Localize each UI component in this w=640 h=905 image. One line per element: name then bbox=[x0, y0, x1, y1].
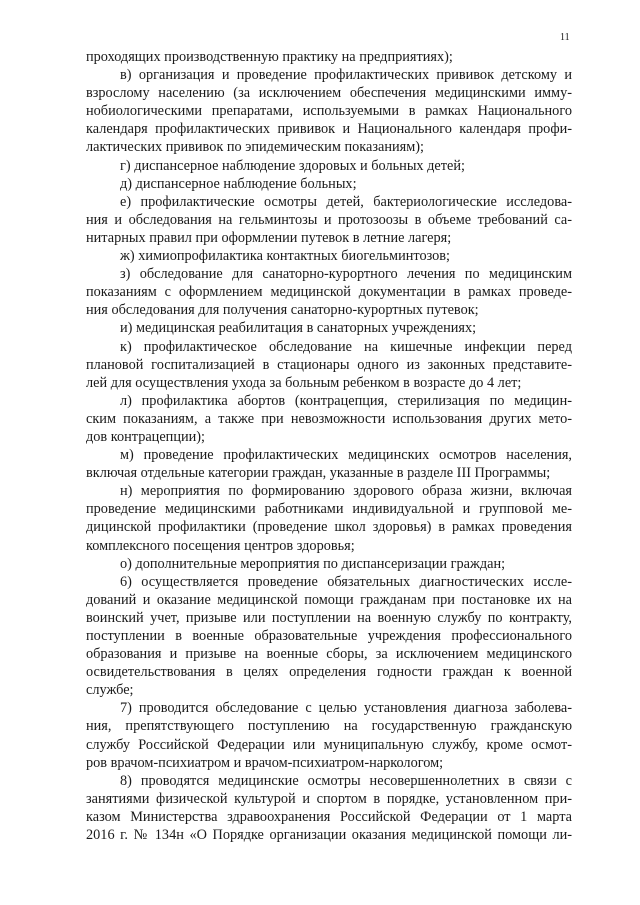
text-line: занятиями физической культурой и спортом в порядке, установленном при- bbox=[86, 790, 572, 807]
text-line: л) профилактика абортов (контрацепция, стерилизация по медицин- bbox=[120, 392, 572, 409]
text-line: в) организация и проведение профилактических прививок детскому и bbox=[120, 67, 572, 84]
text-line: показаниям с оформлением медицинской документации в рамках проведе- bbox=[86, 284, 572, 301]
text-line: н) мероприятия по формированию здорового образа жизни, включая bbox=[120, 483, 572, 500]
text-line: ния и обследования на гельминтозы и протозоозы в объеме требований са- bbox=[86, 211, 572, 228]
text-line: е) профилактические осмотры детей, бактериологические исследова- bbox=[120, 193, 572, 210]
text-line: воинский учет, призыве или поступлении на военную службу по контракту, bbox=[86, 609, 572, 626]
text-line: освидетельствования в целях определения годности граждан к военной bbox=[86, 664, 572, 681]
text-line: лей для осуществления ухода за больным ребенком в возрасте до 4 лет; bbox=[86, 374, 522, 391]
text-line: службу Российской Федерации или муниципальную службу, кроме осмот- bbox=[86, 736, 572, 753]
text-line: нитарных правил при оформлении путевок в летние лагеря; bbox=[86, 229, 452, 246]
page-number: 11 bbox=[560, 32, 570, 43]
text-line: взрослому населению (за исключением обеспечения медицинскими имму- bbox=[86, 85, 572, 102]
text-line: включая отдельные категории граждан, указанные в разделе III Программы; bbox=[86, 465, 551, 482]
text-line: образования и призыве на военные сборы, за исключением медицинского bbox=[86, 646, 572, 663]
text-line: м) проведение профилактических медицинских осмотров населения, bbox=[120, 447, 572, 464]
text-line: ров врачом-психиатром и врачом-психиатром-наркологом; bbox=[86, 754, 444, 771]
text-line: проведение медицинскими работниками индивидуальной и групповой ме- bbox=[86, 501, 572, 518]
text-line: нобиологическими препаратами, используемыми в рамках Национального bbox=[86, 103, 572, 120]
text-line: 6) осуществляется проведение обязательных диагностических иссле- bbox=[120, 573, 572, 590]
text-line: плановой госпитализацией в стационары одного из законных представите- bbox=[86, 356, 572, 373]
text-line: ния обследования для получения санаторно-курортных путевок; bbox=[86, 302, 479, 319]
text-line: дований и оказание медицинской помощи гражданам при постановке их на bbox=[86, 591, 572, 608]
text-line: дов контрацепции); bbox=[86, 428, 206, 445]
text-line: г) диспансерное наблюдение здоровых и больных детей; bbox=[120, 157, 465, 174]
text-line: дицинской профилактики (проведение школ здоровья) в рамках проведения bbox=[86, 519, 572, 536]
text-line: календаря профилактических прививок и Национального календаря профи- bbox=[86, 121, 572, 138]
text-line: д) диспансерное наблюдение больных; bbox=[120, 175, 357, 192]
text-line: ния, препятствующего поступлению на государственную гражданскую bbox=[86, 718, 572, 735]
text-line: 2016 г. № 134н «О Порядке организации оказания медицинской помощи ли- bbox=[86, 827, 572, 844]
text-line: казом Министерства здравоохранения Российской Федерации от 1 марта bbox=[86, 808, 572, 825]
text-line: з) обследование для санаторно-курортного лечения по медицинским bbox=[120, 266, 572, 283]
text-line: лактических прививок по эпидемическим показаниям); bbox=[86, 139, 424, 156]
text-line: ским показаниям, а также при невозможности использования других мето- bbox=[86, 410, 572, 427]
text-line: службе; bbox=[86, 682, 134, 699]
text-line: о) дополнительные мероприятия по диспансеризации граждан; bbox=[120, 555, 506, 572]
document-body bbox=[86, 48, 572, 844]
text-line: 7) проводится обследование с целью установления диагноза заболева- bbox=[120, 700, 572, 717]
text-line: к) профилактическое обследование на кишечные инфекции перед bbox=[120, 338, 572, 355]
text-line: и) медицинская реабилитация в санаторных учреждениях; bbox=[120, 320, 477, 337]
text-line: ж) химиопрофилактика контактных биогельминтозов; bbox=[120, 248, 451, 265]
text-line: 8) проводятся медицинские осмотры несовершеннолетних в связи с bbox=[120, 772, 572, 789]
text-line: проходящих производственную практику на предприятиях); bbox=[86, 49, 453, 65]
text-line: поступлении в военные образовательные учреждения профессионального bbox=[86, 628, 572, 644]
text-line: комплексного посещения центров здоровья; bbox=[86, 537, 355, 554]
